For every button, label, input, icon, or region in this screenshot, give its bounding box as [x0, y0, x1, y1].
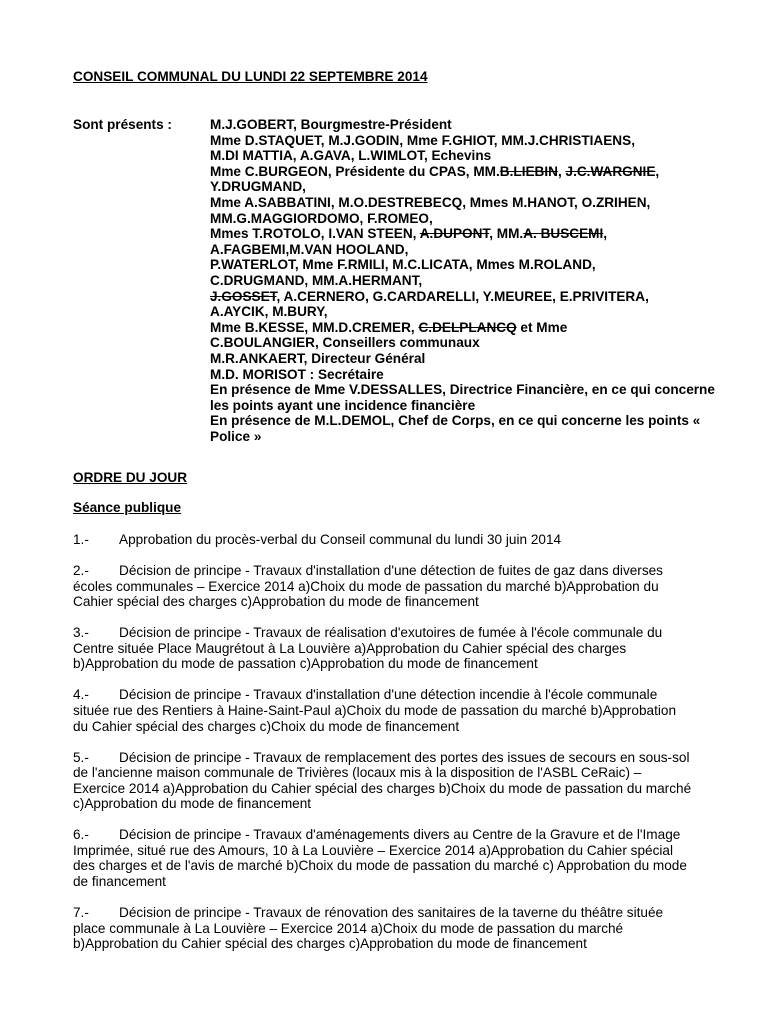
presents-line [210, 117, 730, 133]
agenda-item [73, 687, 693, 734]
struck-name: C.DELPLANCQ [418, 319, 517, 335]
presents-text: , MM. [489, 226, 524, 242]
presents-text: A.AYCIK, M.BURY, [210, 304, 328, 320]
presents-line [210, 133, 730, 149]
presents-line [210, 382, 730, 413]
presents-line [210, 148, 730, 164]
presents-text: , [603, 226, 608, 242]
presents-line [210, 304, 730, 320]
presents-text: M.R.ANKAERT, Directeur Général [210, 350, 426, 366]
presents-text: MM.G.MAGGIORDOMO, F.ROMEO, [210, 210, 433, 226]
agenda-items [73, 532, 693, 967]
presents-text: , A.CERNERO, G.CARDARELLI, Y.MEUREE, E.PRIVITERA, [276, 288, 649, 304]
document-title: CONSEIL COMMUNAL DU LUNDI 22 SEPTEMBRE 2014 [73, 69, 428, 84]
agenda-item-number: 1.- [73, 532, 89, 547]
agenda-item-text: Décision de principe - Travaux d'installation d'une détection de fuites de gaz dans diverses écoles communales – Exercice 2014 a)Choix du mode de passation du marché b)Approbation du Cahier spécial des charges c)Approbation du mode de financement [73, 562, 663, 610]
agenda-item-text: Approbation du procès-verbal du Conseil communal du lundi 30 juin 2014 [119, 532, 562, 547]
agenda-item-number: 3.- [73, 625, 89, 641]
presents-text: Mme A.SABBATINI, M.O.DESTREBECQ, Mmes M.HANOT, O.ZRIHEN, [210, 194, 651, 210]
presents-text: Mmes T.ROTOLO, I.VAN STEEN, [210, 226, 420, 242]
presents-text: C.DRUGMAND, MM.A.HERMANT, [210, 272, 423, 288]
agenda-item-text: Décision de principe - Travaux de réalisation d'exutoires de fumée à l'école communale du Centre située Place Maugrétout à La Louvière a)Approbation du Cahier spécial des charges b)Approbation du mode de passation c)Approbation du mode de financement [73, 625, 663, 672]
presents-line [210, 289, 730, 305]
presents-line [210, 273, 730, 289]
presents-line [210, 211, 730, 227]
presents-line [210, 257, 730, 273]
presents-text: Y.DRUGMAND, [210, 179, 306, 195]
agenda-item-text: Décision de principe - Travaux de remplacement des portes des issues de secours en sous-sol de l'ancienne maison communale de Trivières (locaux mis à la disposition de l'ASBL CeRaic) – Exercice 2014 a)Approbation du Cahier spécial des charges b)Choix du mode de passation du marché c)Approbation du mode de financement [73, 749, 692, 812]
agenda-item [73, 827, 693, 889]
agenda-item-number: 7.- [73, 905, 89, 921]
agenda-item-text: Décision de principe - Travaux de rénovation des sanitaires de la taverne du théâtre située place communale à La Louvière – Exercice 2014 a)Choix du mode de passation du marché b)Approbation du Cahier spécial des charges c)Approbation du mode de financement [73, 905, 664, 952]
presents-list [210, 117, 730, 444]
struck-name: A.DUPONT [419, 226, 490, 242]
presents-text: M.J.GOBERT, Bourgmestre-Président [210, 117, 452, 132]
presents-text: Mme B.KESSE, MM.D.CREMER, [210, 319, 419, 335]
agenda-item-number: 5.- [73, 749, 89, 765]
struck-name: A. BUSCEMI [523, 226, 604, 242]
presents-text: En présence de M.L.DEMOL, Chef de Corps, en ce qui concerne les points « Police » [210, 413, 701, 444]
agenda-item-number: 4.- [73, 687, 89, 703]
presents-line [210, 367, 730, 383]
presents-text: Mme C.BURGEON, Présidente du CPAS, MM. [210, 163, 500, 179]
agenda-item [73, 905, 693, 952]
agenda-item [73, 750, 693, 812]
agenda-item [73, 563, 693, 610]
presents-text: M.DI MATTIA, A.GAVA, L.WIMLOT, Echevins [210, 148, 492, 164]
presents-line [210, 320, 730, 336]
presents-text: C.BOULANGIER, Conseillers communaux [210, 335, 480, 351]
struck-name: B.LIEBIN [499, 163, 558, 179]
presents-text: M.D. MORISOT : Secrétaire [210, 366, 384, 382]
presents-text: En présence de Mme V.DESSALLES, Directrice Financière, en ce qui concerne les points ayant une incidence financière [210, 382, 715, 413]
presents-text: Mme D.STAQUET, M.J.GODIN, Mme F.GHIOT, MM.J.CHRISTIAENS, [210, 132, 635, 148]
presents-text: , [557, 163, 566, 179]
presents-line [210, 242, 730, 258]
presents-line [210, 179, 730, 195]
agenda-section: Séance publique [73, 500, 182, 515]
presents-line [210, 226, 730, 242]
presents-text: et Mme [516, 319, 568, 335]
agenda-item-text: Décision de principe - Travaux d'aménagements divers au Centre de la Gravure et de l'Image Imprimée, situé rue des Amours, 10 à La Louvière – Exercice 2014 a)Approbation du Cahier spécial des charges et de l'avis de marché b)Choix du mode de passation du marché c) Approbation du mode de financement [73, 827, 687, 890]
presents-line [210, 195, 730, 211]
presents-line [210, 164, 730, 180]
presents-text: , [655, 163, 660, 179]
agenda-item-number: 2.- [73, 562, 89, 578]
struck-name: J.GOSSET [210, 288, 277, 304]
agenda-item-number: 6.- [73, 827, 89, 843]
agenda-item [73, 532, 693, 548]
agenda-item-text: Décision de principe - Travaux d'installation d'une détection incendie à l'école communale située rue des Rentiers à Haine-Saint-Paul a)Choix du mode de passation du marché b)Approbation du Cahier spécial des charges c)Choix du mode de financement [73, 687, 677, 734]
presents-text: A.FAGBEMI,M.VAN HOOLAND, [210, 241, 409, 257]
presents-line [210, 413, 730, 444]
agenda-item [73, 625, 693, 672]
presents-line [210, 351, 730, 367]
presents-label: Sont présents : [73, 117, 172, 132]
struck-name: J.C.WARGNIE [565, 163, 656, 179]
agenda-heading: ORDRE DU JOUR [73, 470, 188, 485]
presents-text: P.WATERLOT, Mme F.RMILI, M.C.LICATA, Mmes M.ROLAND, [210, 257, 596, 273]
presents-line [210, 335, 730, 351]
